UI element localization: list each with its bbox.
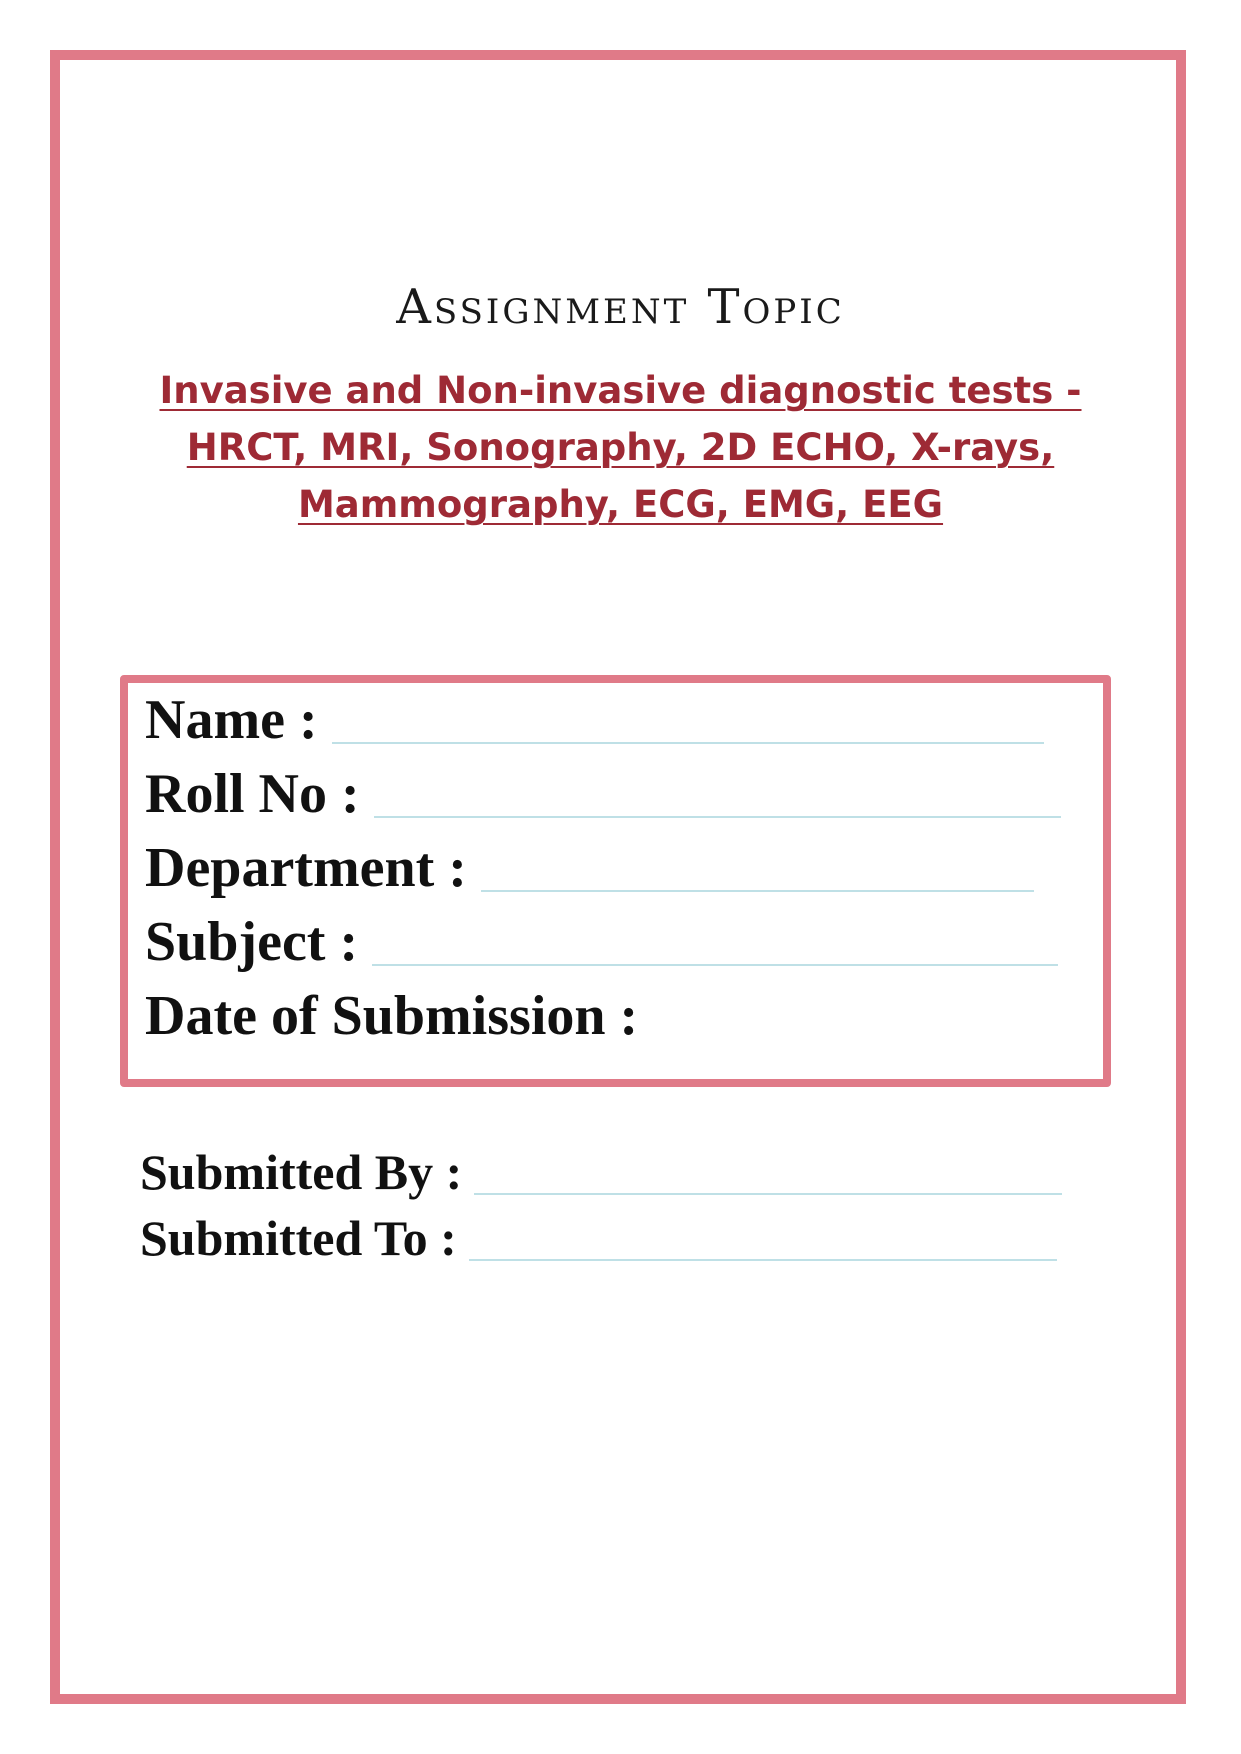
topic-line-3: Mammography, ECG, EMG, EEG xyxy=(297,483,944,526)
submitted-by-blank-line[interactable] xyxy=(474,1192,1062,1195)
assignment-title: Assignment Topic xyxy=(396,279,845,335)
department-label: Department : xyxy=(145,837,467,899)
name-label: Name : xyxy=(145,689,318,751)
assignment-topic xyxy=(150,362,1091,533)
submitted-to-field xyxy=(140,1209,1057,1267)
submitted-to-label: Submitted To : xyxy=(140,1210,457,1266)
roll-no-blank-line[interactable] xyxy=(374,815,1061,818)
topic-line-1: Invasive and Non-invasive diagnostic tests - xyxy=(159,369,1082,412)
name-field xyxy=(145,688,1044,751)
subject-field xyxy=(145,910,1058,973)
roll-no-label: Roll No : xyxy=(145,763,360,825)
name-blank-line[interactable] xyxy=(332,741,1044,744)
roll-no-field xyxy=(145,762,1061,825)
subject-label: Subject : xyxy=(145,911,359,973)
submitted-by-label: Submitted By : xyxy=(140,1144,463,1200)
submitted-to-blank-line[interactable] xyxy=(469,1258,1057,1261)
topic-line-2: HRCT, MRI, Sonography, 2D ECHO, X-rays, xyxy=(186,426,1055,469)
department-field xyxy=(145,836,1034,899)
date-of-submission-label: Date of Submission : xyxy=(145,985,639,1047)
submitted-by-field xyxy=(140,1143,1062,1201)
department-blank-line[interactable] xyxy=(481,889,1034,892)
subject-blank-line[interactable] xyxy=(372,963,1058,966)
date-of-submission-field xyxy=(145,984,639,1047)
